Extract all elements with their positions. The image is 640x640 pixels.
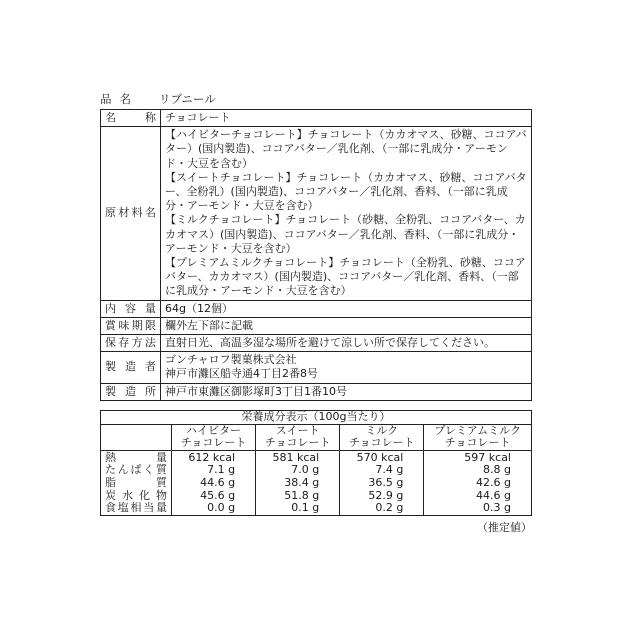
row-shomikigen (101, 317, 532, 334)
header-premium-milk-name1: プレミアムミルク (434, 423, 521, 437)
row-genzairyo (101, 127, 532, 300)
key-meisho: 名称 (101, 110, 161, 127)
header-sweet-name2: チョコレート (264, 436, 331, 450)
value-cell: 0.0 g (207, 501, 236, 515)
values-premium-milk (424, 450, 532, 515)
ingredients-high-bitter: 【ハイビターチョコレート】チョコレート（カカオマス、砂糖、ココアバター）(国内製造)、ココアバター／乳化剤、（一部に乳成分・アーモンド・大豆を含む） (165, 128, 527, 170)
value-naiyoryo: 64g（12個） (161, 300, 532, 317)
food-label (100, 92, 532, 401)
value-cell: 42.6 g (476, 475, 511, 489)
value-cell: 44.6 g (200, 475, 236, 489)
header-premium-milk-name2: チョコレート (444, 436, 511, 450)
header-high-bitter-name1: ハイビター (186, 423, 242, 437)
label-carbohydrate: 炭水化物 (105, 488, 167, 502)
values-high-bitter (172, 450, 256, 515)
estimated-value-note: （推定値） (477, 520, 532, 534)
header-blank (101, 424, 172, 450)
product-name: リブニール (159, 92, 216, 106)
label-table (100, 109, 532, 401)
row-naiyoryo (101, 300, 532, 317)
value-cell: 45.6 g (200, 488, 236, 502)
header-high-bitter (172, 424, 256, 450)
value-cell: 51.8 g (284, 488, 320, 502)
header-milk (340, 424, 424, 450)
label-protein: たんぱく質 (105, 463, 167, 477)
key-seizosho: 製造所 (101, 383, 161, 400)
row-meisho (101, 110, 532, 127)
values-milk (340, 450, 424, 515)
header-sweet-name1: スイート (275, 423, 320, 437)
label-salt: 食塩相当量 (105, 501, 167, 515)
key-genzairyo: 原材料名 (101, 127, 161, 300)
header-milk-name2: チョコレート (348, 436, 415, 450)
value-genzairyo (161, 127, 532, 300)
value-seizosho: 神戸市東灘区御影塚町3丁目1番10号 (161, 383, 532, 400)
nutrition-table (100, 410, 532, 516)
value-cell: 570 kcal (356, 450, 404, 464)
value-seizosha (161, 352, 532, 383)
ingredients-milk: 【ミルクチョコレート】チョコレート（砂糖、全粉乳、ココアバター、カカオマス）(国内製造)、ココアバター／乳化剤、香料、（一部に乳成分・アーモンド・大豆を含む） (165, 213, 526, 255)
key-shomikigen: 賞味期限 (101, 317, 161, 334)
nutrition-header-row (101, 424, 532, 450)
value-cell: 7.4 g (375, 463, 404, 477)
label-energy: 熱量 (105, 450, 167, 464)
value-cell: 7.0 g (291, 463, 320, 477)
value-cell: 0.2 g (375, 501, 404, 515)
ingredients-sweet: 【スイートチョコレート】チョコレート（カカオマス、砂糖、ココアバター、全粉乳）(国内製造)、ココアバター／乳化剤、香料、（一部に乳成分・アーモンド・大豆を含む） (165, 170, 527, 213)
key-seizosha: 製造者 (101, 352, 161, 383)
value-cell: 8.8 g (483, 463, 511, 477)
value-cell: 0.1 g (291, 501, 320, 515)
value-cell: 38.4 g (284, 475, 320, 489)
label-fat: 脂質 (105, 475, 167, 489)
product-key: 品名 (100, 92, 139, 106)
header-premium-milk (424, 424, 532, 450)
row-seizosha (101, 352, 532, 383)
value-cell: 52.9 g (368, 488, 404, 502)
values-sweet (256, 450, 340, 515)
nutrition-values-row (101, 450, 532, 515)
value-shomikigen: 欄外左下部に記載 (161, 317, 532, 334)
nutrition-panel (100, 410, 532, 535)
row-hozon (101, 335, 532, 352)
value-hozon: 直射日光、高温多湿な場所を避けて涼しい所で保存してください。 (161, 335, 532, 352)
nutrition-title: 栄養成分表示（100g当たり） (101, 411, 532, 425)
value-cell: 581 kcal (272, 450, 320, 464)
row-seizosho (101, 383, 532, 400)
value-cell: 36.5 g (368, 475, 404, 489)
value-cell: 597 kcal (464, 450, 511, 464)
manufacturer-address: 神戸市灘区船寺通4丁目2番8号 (165, 367, 318, 381)
key-hozon: 保存方法 (101, 335, 161, 352)
header-high-bitter-name2: チョコレート (180, 436, 247, 450)
value-cell: 44.6 g (476, 488, 511, 502)
header-milk-name1: ミルク (365, 423, 399, 437)
value-cell: 612 kcal (188, 450, 236, 464)
value-cell: 0.3 g (483, 501, 511, 515)
product-line (100, 92, 532, 109)
ingredients-premium-milk: 【プレミアムミルクチョコレート】チョコレート（全粉乳、砂糖、ココアバター、カカオマス）(国内製造)、ココアバター／乳化剤、香料、（一部に乳成分・アーモンド・大豆を含む） (165, 256, 526, 298)
value-meisho: チョコレート (161, 110, 532, 127)
nutrient-labels (101, 450, 172, 515)
key-naiyoryo: 内容量 (101, 300, 161, 317)
header-sweet (256, 424, 340, 450)
value-cell: 7.1 g (207, 463, 236, 477)
manufacturer-name: ゴンチャロフ製菓株式会社 (165, 353, 297, 367)
